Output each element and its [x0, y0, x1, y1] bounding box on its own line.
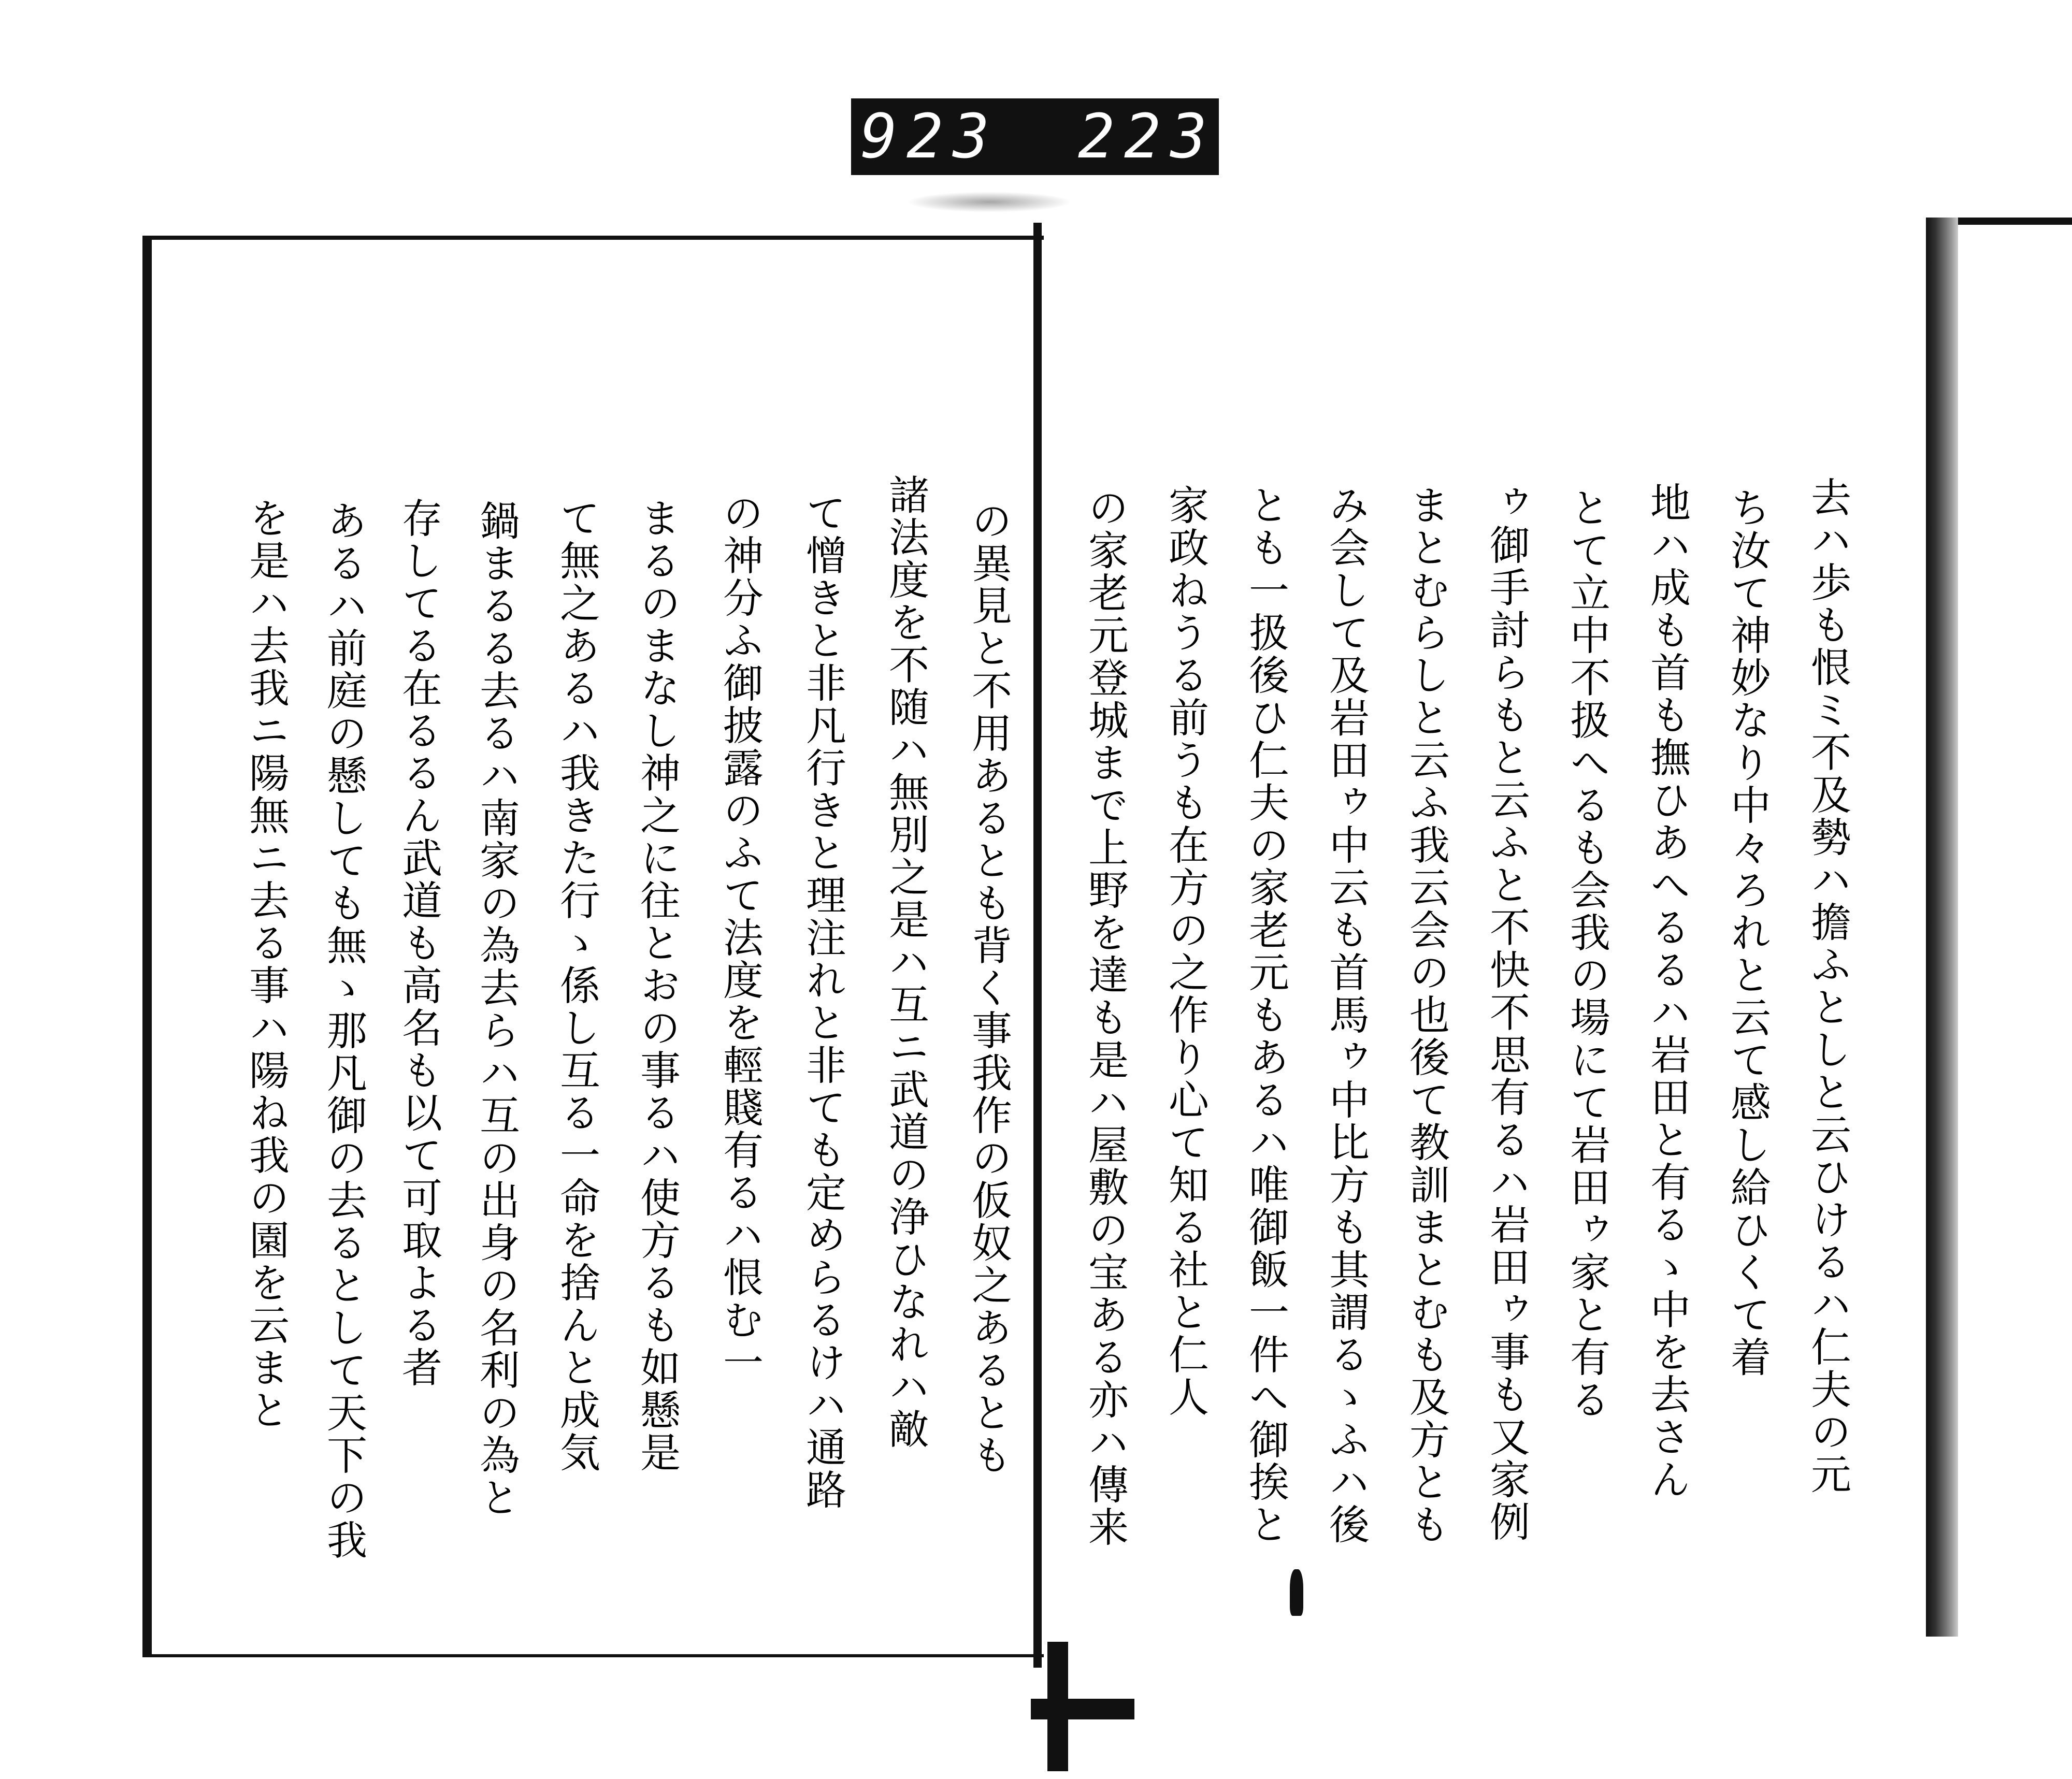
page-number-stamp	[851, 98, 1263, 175]
left-column-1: の異見と不用あるとも背く事我作の仮奴之あるとも	[965, 500, 1012, 1477]
left-column-8: 存してる在るるん武道も高名も以て可取よる者	[395, 497, 442, 1389]
left-column-3: て憎きと非凡行きと理注れと非ても定めらるけハ通路	[799, 492, 846, 1511]
left-column-10: を是ハ去我ニ陽無ニ去る事ハ陽ね我の園を云まと	[242, 497, 289, 1431]
right-column-3: 地ハ成も首も撫ひあへるるハ岩田と有るゝ中を去さん	[1644, 482, 1690, 1501]
scan-noise	[906, 192, 1072, 212]
right-column-1: 去ハ歩も恨ミ不及勢ハ擔ふとしと云ひけるハ仁夫の元	[1804, 476, 1851, 1496]
right-column-7: み会して及岩田ゥ中云も首馬ゥ中比方も其謂るゝふハ後	[1322, 484, 1369, 1546]
right-column-8: とも一扱後ひ仁夫の家老元もあるハ唯御飯一件へ御挨と	[1242, 484, 1289, 1546]
stamp-number-right: 223.	[1078, 100, 1263, 172]
stamp-number-left: 923	[860, 100, 999, 172]
ink-blot	[1290, 1569, 1303, 1616]
right-page-edge	[1926, 218, 1958, 1637]
left-column-7: 鍋まるる去るハ南家の為去らハ互の出身の名利の為と	[473, 500, 520, 1519]
right-column-2: ち汝て神妙なり中々ろれと云て感し給ひくて着	[1724, 487, 1771, 1379]
right-column-10: の家老元登城まで上野を達も是ハ屋敷の宝ある亦ハ傳来	[1082, 487, 1128, 1549]
spine-bottom-edge	[1031, 1699, 1134, 1719]
right-page-top-edge	[1958, 218, 2072, 225]
left-column-2: 諸法度を不随ハ無別之是ハ互ニ武道の浄ひなれハ敵	[882, 474, 929, 1451]
right-column-5: ゥ御手討らもと云ふと不快不思有るハ岩田ゥ事も又家例	[1483, 482, 1530, 1543]
right-column-4: とて立中不扱へるも会我の場にて岩田ゥ家と有る	[1563, 487, 1610, 1421]
right-column-6: まとむらしと云ふ我云会の也後て教訓まとむも及方とも	[1403, 484, 1449, 1546]
left-column-4: の神分ふ御披露のふて法度を輕賤有るハ恨む一	[716, 492, 763, 1384]
book-spine	[1033, 223, 1042, 1668]
right-column-9: 家政ねうる前うも在方の之作り心て知る社と仁人	[1162, 484, 1208, 1419]
left-column-6: て無之あるハ我きた行ゝ係し互る一命を捨んと成気	[553, 497, 600, 1474]
left-column-5: まるのまなし神之に往とおの事るハ使方るも如懸是	[634, 497, 680, 1474]
left-column-9: あるハ前庭の懸しても無ゝ那凡御の去るとして天下の我	[320, 500, 367, 1561]
